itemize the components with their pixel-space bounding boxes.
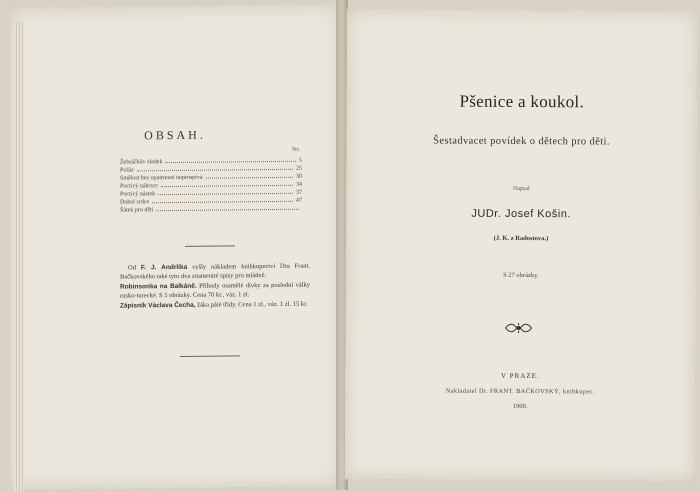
toc-list	[120, 157, 302, 215]
toc-item-page: 34	[296, 181, 302, 188]
imprint-place: V PRAZE.	[500, 371, 540, 381]
divider-rule	[180, 355, 240, 357]
divider-rule	[185, 245, 235, 247]
ad-book-1	[120, 282, 310, 301]
toc-leader-dots	[156, 209, 299, 211]
toc-item-page: 25	[296, 165, 302, 172]
toc-item-page: 37	[296, 189, 302, 196]
ad-book-2-text: žáka páté třídy. Cena 1 zl., váz. 1 zl. 15 kr.	[195, 300, 308, 310]
publisher-advertisement	[120, 263, 310, 314]
ad-book-1-text: Příhody osamělé dívky za poslední války rusko-turecké. S 5 obrázky. Cena 70 kr., váz. 1 zl.	[120, 281, 310, 300]
toc-page-header: Str.	[291, 146, 300, 153]
toc-item-title: Smělost bez opatrnosti neprospívá	[120, 174, 203, 182]
toc-item-title: Žebráčkův sladek	[120, 159, 163, 166]
page-edges	[14, 22, 24, 492]
toc-item	[120, 205, 302, 215]
toc-item-title: Šátek pro děti	[120, 207, 154, 214]
ad-intro-text: Od	[128, 264, 141, 272]
toc-item-title: Poctivý nástek	[120, 191, 156, 198]
toc-item-page: 30	[296, 173, 302, 180]
ad-intro-text-cont: vyšly nákladem knihkupectví Dra Frant. Bačkovského také tyto dva znamenité spisy pro mládež:	[120, 262, 310, 281]
left-page	[10, 4, 341, 489]
author-name: JUDr. Josef Košin.	[471, 207, 571, 221]
toc-item-title: Dobré srdce	[120, 199, 150, 206]
toc-item-title: Poctivý nálezce	[120, 183, 158, 190]
ad-book-2-title: Zápisník Václava Čecha,	[120, 302, 196, 310]
byline-label: Napsal	[512, 185, 530, 193]
imprint-year: 1900.	[512, 402, 528, 411]
toc-leader-dots	[152, 201, 293, 203]
imprint-publisher: Nakladatel Dr. FRANT. BAČKOVSKÝ, knihkupec.	[445, 387, 595, 396]
toc-item-page: 47	[296, 197, 302, 204]
book-title: Pšenice a koukol.	[459, 91, 585, 112]
toc-leader-dots	[206, 177, 294, 179]
ad-book-1-title: Robinsonka na Balkáně.	[120, 282, 197, 291]
toc-title: OBSAH.	[144, 127, 206, 143]
toc-item-page: 5	[299, 157, 302, 164]
title-page	[344, 9, 697, 481]
ad-book-2	[120, 301, 310, 312]
author-pseudonym: (J. K. z Radostova.)	[493, 234, 549, 243]
toc-leader-dots	[158, 193, 293, 195]
book-subtitle: Šestadvacet povídek o dětech pro děti.	[433, 135, 610, 148]
toc-leader-dots	[161, 185, 293, 187]
ad-author-name: F. J. Andrlíka	[140, 263, 188, 272]
toc-leader-dots	[165, 161, 296, 163]
illustrations-note: S 27 obrázky.	[503, 271, 539, 280]
toc-leader-dots	[137, 169, 293, 172]
toc-item-title: Požár	[120, 167, 134, 174]
ad-intro	[120, 263, 310, 282]
floral-ornament-icon	[504, 321, 534, 335]
